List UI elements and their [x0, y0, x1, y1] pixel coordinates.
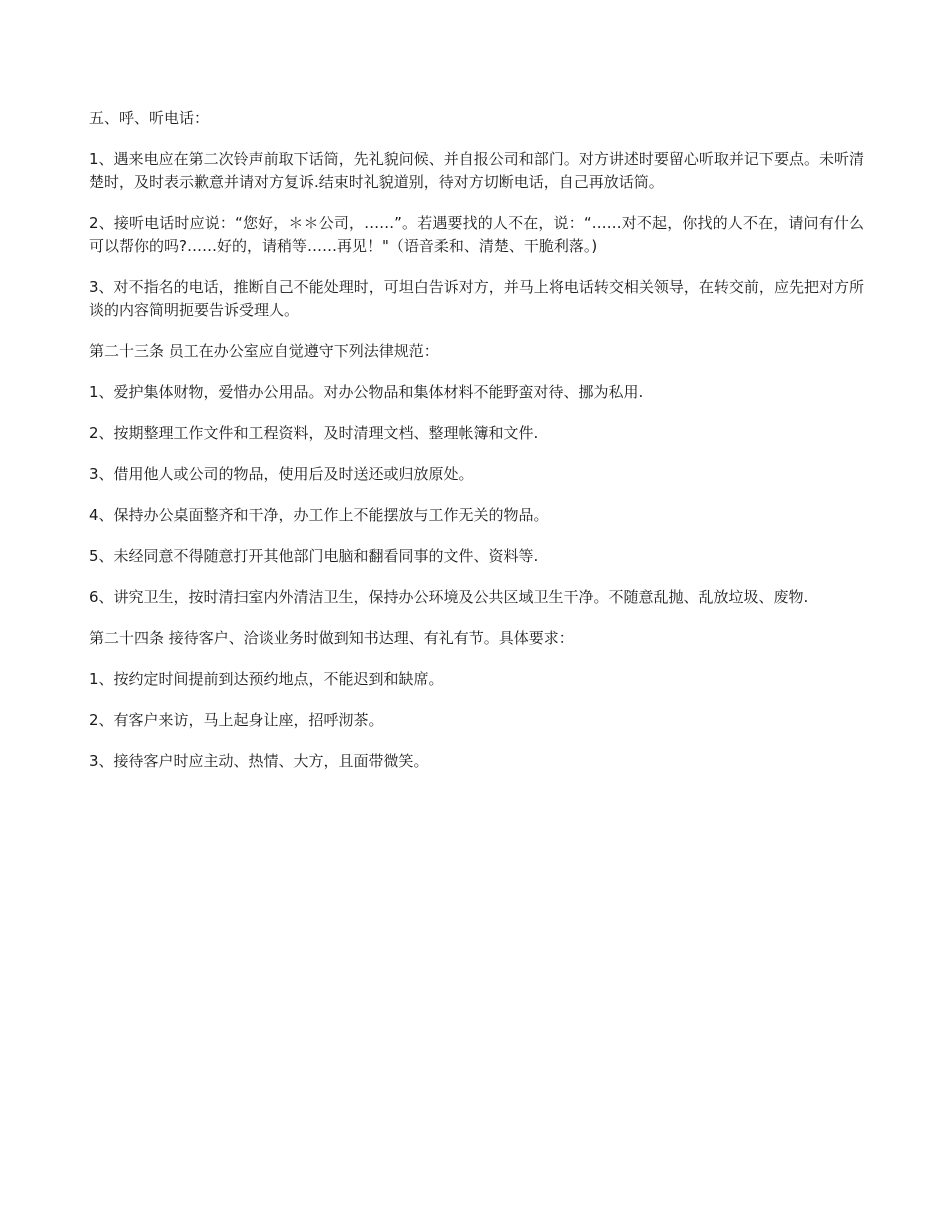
- paragraph: 4、保持办公桌面整齐和干净，办工作上不能摆放与工作无关的物品。: [89, 506, 549, 524]
- paragraph: 3、借用他人或公司的物品，使用后及时送还或归放原处。: [89, 465, 474, 483]
- paragraph: 3、对不指名的电话，推断自己不能处理时，可坦白告诉对方，并马上将电话转交相关领导，在转交前，应先把对方所谈的内容简明扼要告诉受理人。: [89, 278, 864, 319]
- paragraph: 2、接听电话时应说：“您好，＊＊公司，……”。若遇要找的人不在，说：“……对不起，你找的人不在，请问有什么可以帮你的吗?……好的，请稍等……再见！"（语音柔和、清楚、干脆利落。): [89, 214, 864, 255]
- document-body: [89, 107, 864, 791]
- paragraph: 5、未经同意不得随意打开其他部门电脑和翻看同事的文件、资料等.: [89, 547, 539, 565]
- paragraph: 1、遇来电应在第二次铃声前取下话筒，先礼貌问候、并自报公司和部门。对方讲述时要留心听取并记下要点。未听清楚时，及时表示歉意并请对方复诉.结束时礼貌道别，待对方切断电话，自己再放话筒。: [89, 150, 864, 191]
- paragraph: 1、按约定时间提前到达预约地点，不能迟到和缺席。: [89, 670, 444, 688]
- paragraph: 3、接待客户时应主动、热情、大方，且面带微笑。: [89, 752, 429, 770]
- paragraph: 6、讲究卫生，按时清扫室内外清洁卫生，保持办公环境及公共区域卫生干净。不随意乱抛、乱放垃圾、废物.: [89, 588, 809, 606]
- paragraph: 1、爱护集体财物，爱惜办公用品。对办公物品和集体材料不能野蛮对待、挪为私用.: [89, 383, 644, 401]
- section-heading-telephone: 五、呼、听电话：: [89, 109, 210, 127]
- paragraph: 2、按期整理工作文件和工程资料，及时清理文档、整理帐簿和文件.: [89, 424, 539, 442]
- article-24-heading: 第二十四条 接待客户、洽谈业务时做到知书达理、有礼有节。具体要求：: [89, 629, 574, 647]
- article-23-heading: 第二十三条 员工在办公室应自觉遵守下列法律规范：: [89, 342, 439, 360]
- paragraph: 2、有客户来访，马上起身让座，招呼沏茶。: [89, 711, 384, 729]
